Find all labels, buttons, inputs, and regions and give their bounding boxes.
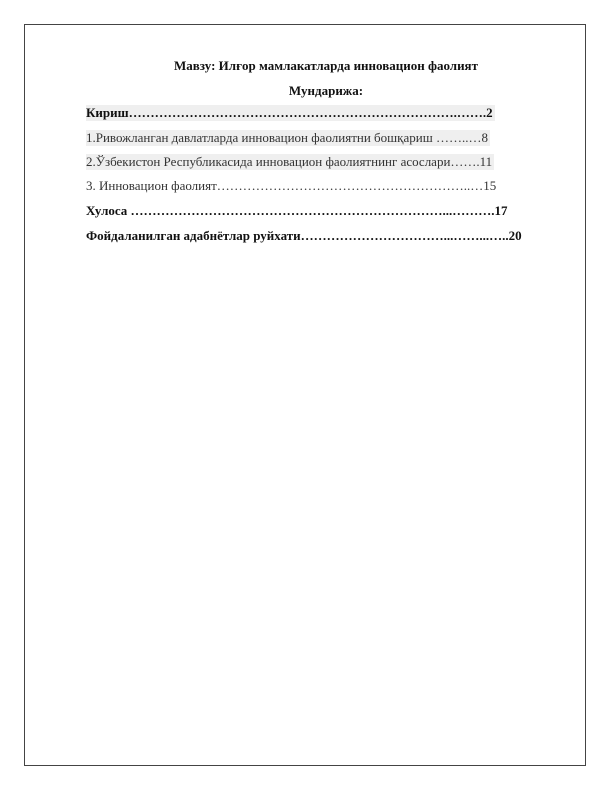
toc-entry-chapter-1: 1.Ривожланган давлатларда инновацион фаолиятни бошқариш ……..…8 <box>86 130 488 145</box>
toc-entry-chapter-2: 2.Ўзбекистон Республикасида инновацион фаолиятнинг асослари…….11 <box>86 154 493 169</box>
toc-entry-conclusion: Хулоса ………………………………………………………………...……….17 <box>86 203 508 218</box>
toc-entry-references: Фойдаланилган адабнётлар руйхати……………………………...……...…..20 <box>86 228 522 243</box>
toc-entry-chapter-3: 3. Инновацион фаолият…………………………………………………..…15 <box>86 178 497 193</box>
toc-entry-introduction: Кириш………………………………………………………………….…….2 <box>86 105 493 120</box>
contents-heading: Мундарижа: <box>288 83 364 98</box>
topic-title: Мавзу: Илғор мамлакатларда инновацион фаолият <box>174 58 478 73</box>
